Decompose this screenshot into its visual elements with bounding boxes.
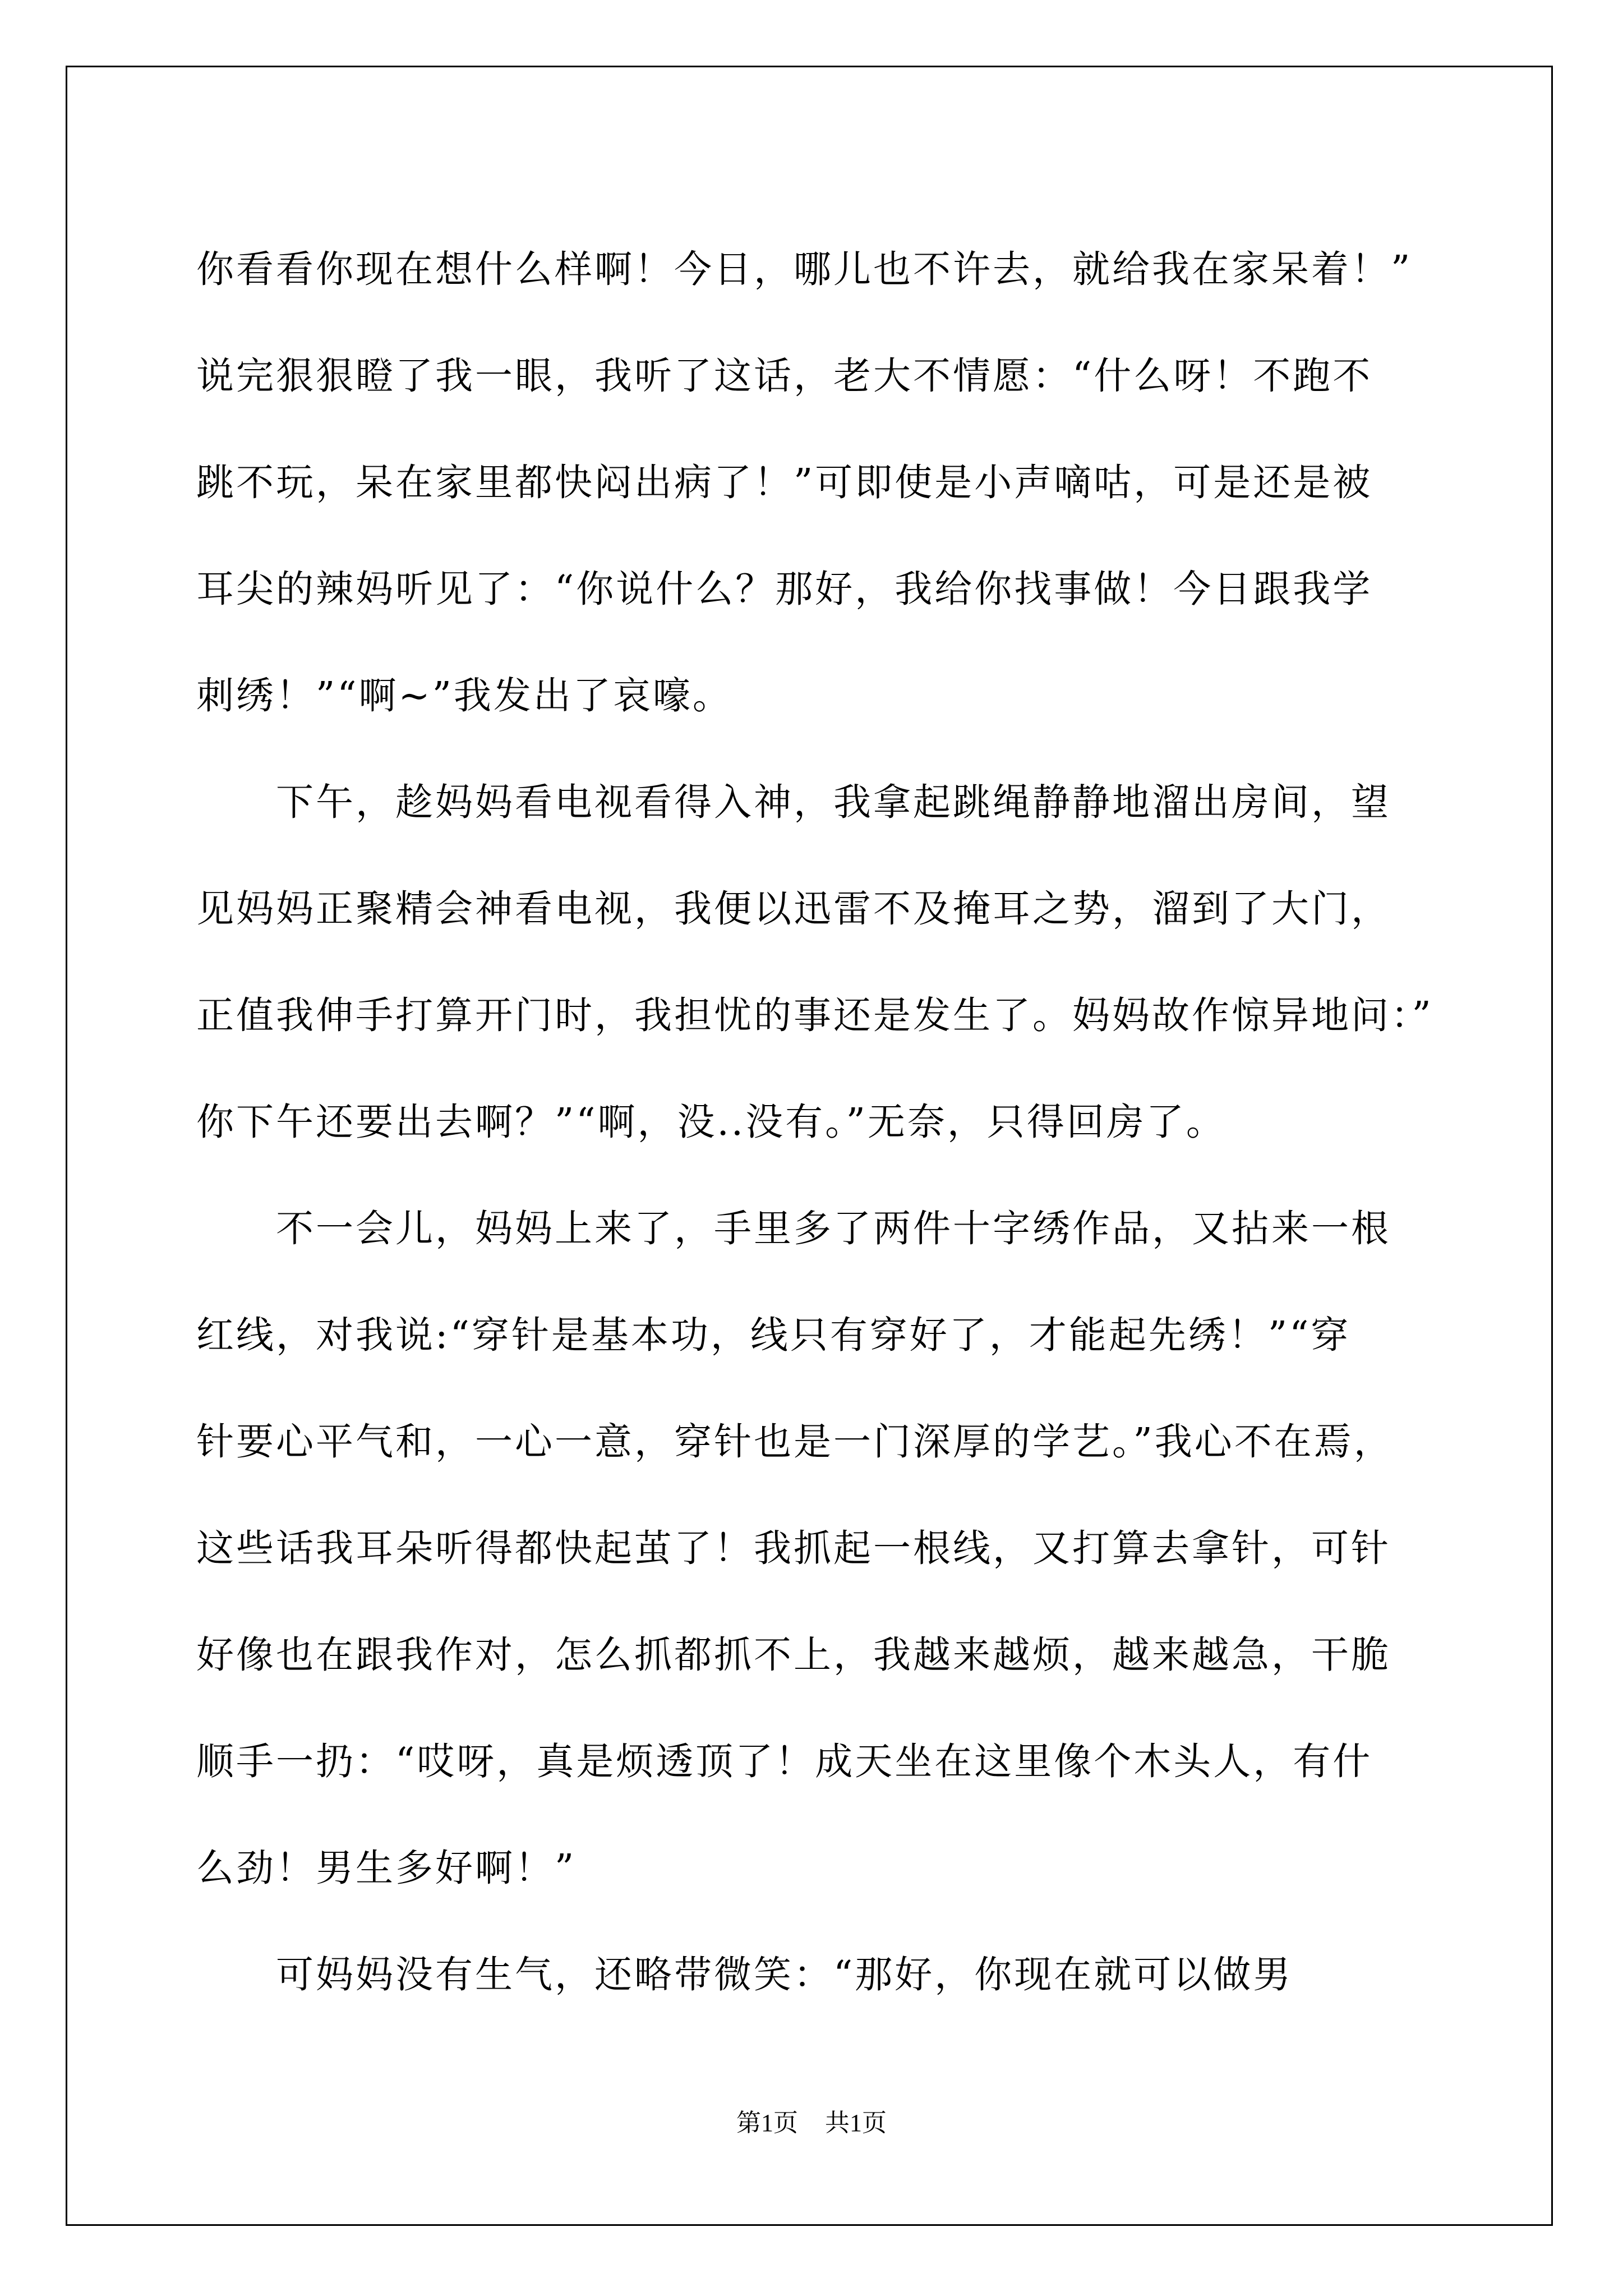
text-line: 好像也在跟我作对，怎么抓都抓不上，我越来越烦，越来越急，干脆 — [196, 1633, 1391, 1677]
text-line: 跳不玩，呆在家里都快闷出病了！”可即使是小声嘀咕，可是还是被 — [196, 461, 1373, 504]
text-line: 可妈妈没有生气，还略带微笑：“那好，你现在就可以做男 — [196, 1953, 1293, 1996]
text-line: 正值我伸手打算开门时，我担忧的事还是发生了。妈妈故作惊异地问：” — [196, 993, 1433, 1037]
document-body — [196, 216, 1447, 2028]
text-line: 顺手一扔：“哎呀，真是烦透顶了！成天坐在这里像个木头人，有什 — [196, 1740, 1373, 1783]
text-line: 不一会儿，妈妈上来了，手里多了两件十字绣作品，又拈来一根 — [196, 1207, 1391, 1250]
text-line: 下午，趁妈妈看电视看得入神，我拿起跳绳静静地溜出房间，望 — [196, 780, 1391, 824]
text-line: 么劲！男生多好啊！” — [196, 1846, 577, 1890]
text-line: 红线，对我说:“穿针是基本功，线只有穿好了，才能起先绣！”“穿 — [196, 1313, 1351, 1357]
text-line: 见妈妈正聚精会神看电视，我便以迅雷不及掩耳之势，溜到了大门， — [196, 887, 1391, 931]
text-line: 耳尖的辣妈听见了：“你说什么？那好，我给你找事做！今日跟我学 — [196, 567, 1373, 611]
text-line: 你看看你现在想什么样啊！今日，哪儿也不许去，就给我在家呆着！” — [196, 247, 1413, 291]
page-number: 第1页 — [736, 2109, 798, 2137]
text-line: 刺绣！”“啊~”我发出了哀嚎。 — [196, 674, 732, 717]
text-line: 说完狠狠瞪了我一眼，我听了这话，老大不情愿：“什么呀！不跑不 — [196, 354, 1373, 398]
text-line: 你下午还要出去啊？”“啊，没..没有。”无奈，只得回房了。 — [196, 1100, 1226, 1144]
text-line: 针要心平气和，一心一意，穿针也是一门深厚的学艺。”我心不在焉， — [196, 1420, 1394, 1464]
page-footer — [0, 2106, 1623, 2140]
text-line: 这些话我耳朵听得都快起茧了！我抓起一根线，又打算去拿针，可针 — [196, 1526, 1391, 1570]
page-total: 共1页 — [825, 2109, 887, 2137]
